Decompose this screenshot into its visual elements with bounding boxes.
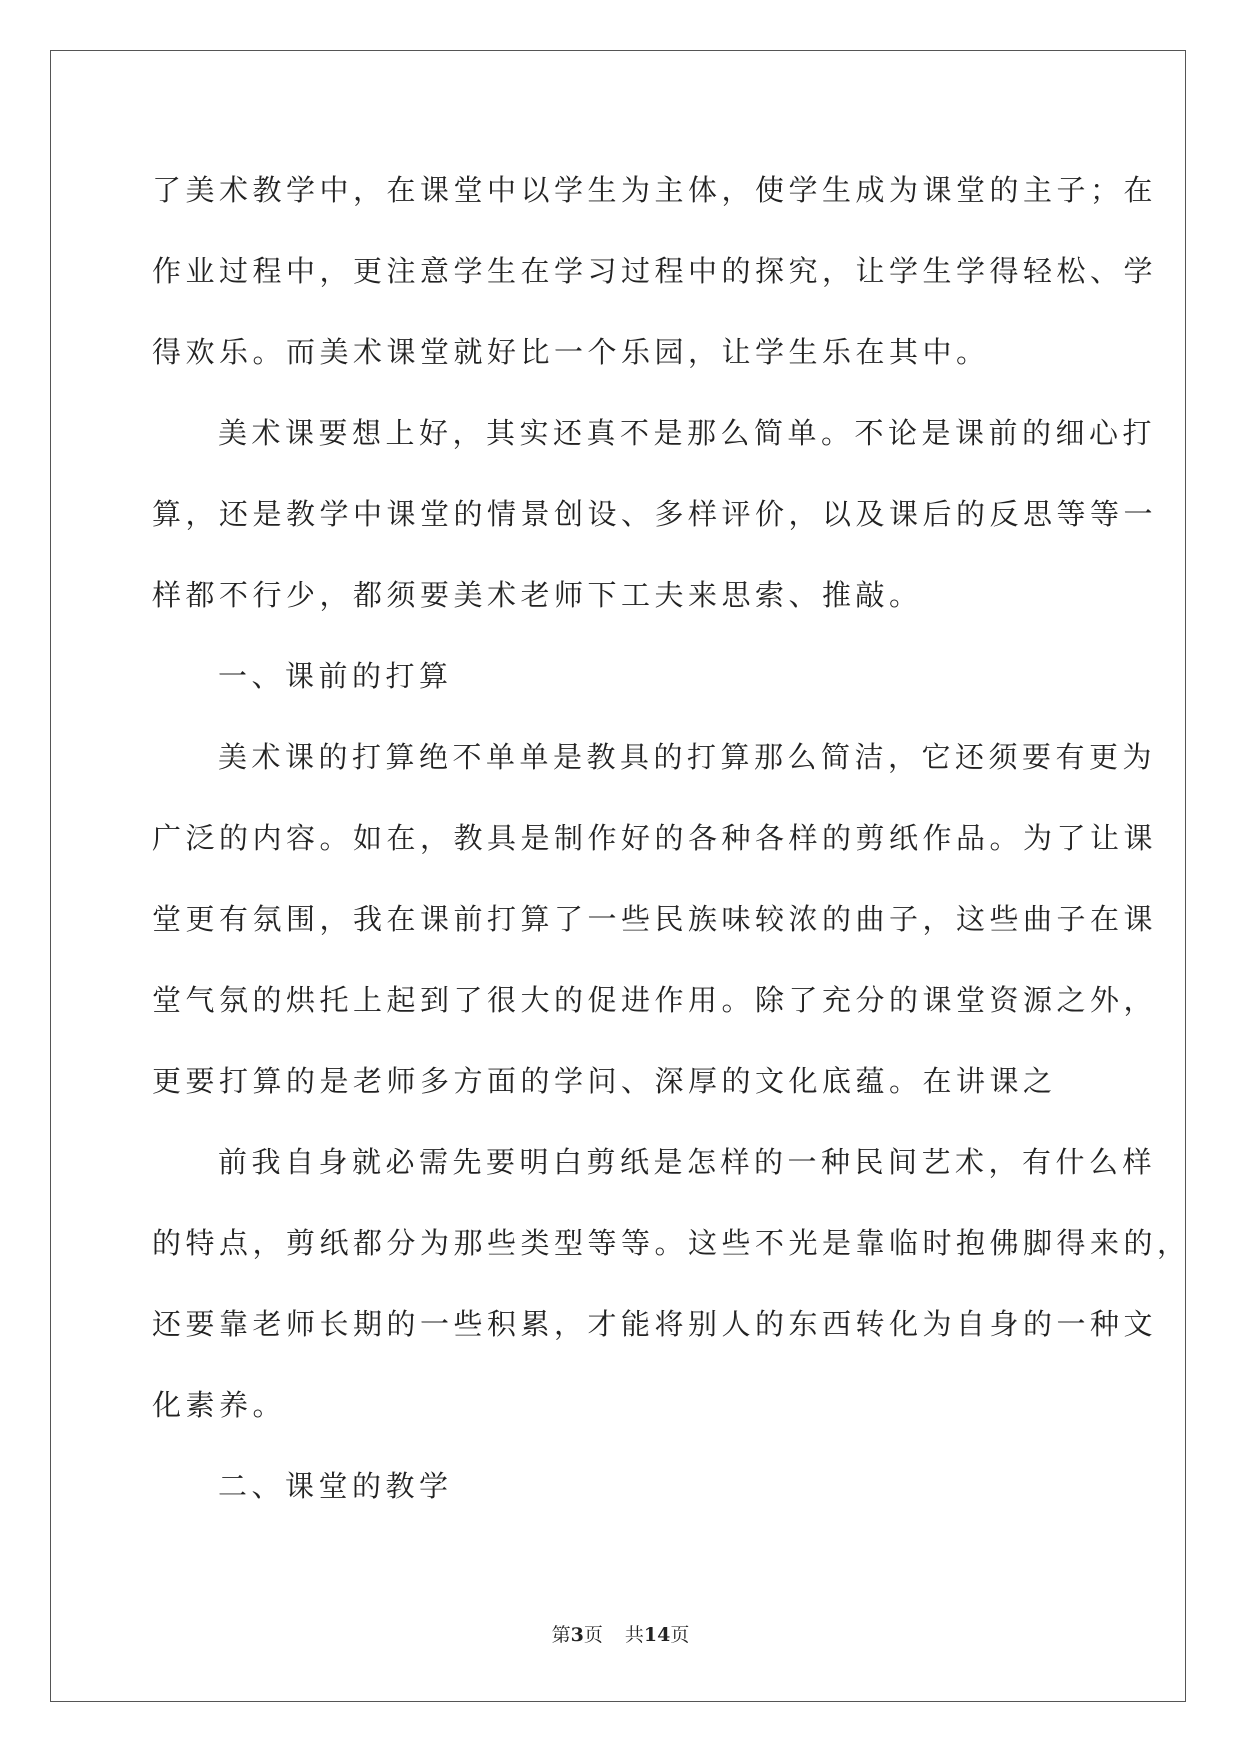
page-number: 3 <box>570 1624 584 1646</box>
text-line: 作业过程中，更注意学生在学习过程中的探究，让学生学得轻松、学 <box>152 254 1158 288</box>
text-line: 的特点，剪纸都分为那些类型等等。这些不光是靠临时抱佛脚得来的， <box>152 1226 1191 1260</box>
section-heading: 二、课堂的教学 <box>218 1469 453 1503</box>
document-body <box>152 166 1191 1543</box>
text-line: 更要打算的是老师多方面的学问、深厚的文化底蕴。在讲课之 <box>152 1064 1057 1098</box>
text-line: 算，还是教学中课堂的情景创设、多样评价，以及课后的反思等等一 <box>152 497 1158 531</box>
text-line: 堂更有氛围，我在课前打算了一些民族味较浓的曲子，这些曲子在课 <box>152 902 1158 936</box>
text-line: 样都不行少，都须要美术老师下工夫来思索、推敲。 <box>152 578 923 612</box>
total-suffix: 页 <box>670 1624 690 1646</box>
text-line: 堂气氛的烘托上起到了很大的促进作用。除了充分的课堂资源之外， <box>152 983 1158 1017</box>
text-line: 得欢乐。而美术课堂就好比一个乐园，让学生乐在其中。 <box>152 335 990 369</box>
text-line: 了美术教学中，在课堂中以学生为主体，使学生成为课堂的主子；在 <box>152 173 1158 207</box>
total-prefix: 共 <box>624 1624 644 1646</box>
paragraph-first-line: 前我自身就必需先要明白剪纸是怎样的一种民间艺术，有什么样 <box>218 1145 1157 1179</box>
page-suffix: 页 <box>583 1624 603 1646</box>
text-line: 化素养。 <box>152 1388 287 1422</box>
page-prefix: 第 <box>551 1624 571 1646</box>
section-heading: 一、课前的打算 <box>218 659 453 693</box>
total-pages: 14 <box>643 1624 671 1646</box>
paragraph-first-line: 美术课要想上好，其实还真不是那么简单。不论是课前的细心打 <box>218 416 1157 450</box>
text-line: 还要靠老师长期的一些积累，才能将别人的东西转化为自身的一种文 <box>152 1307 1158 1341</box>
page-footer <box>0 1620 1241 1647</box>
paragraph-first-line: 美术课的打算绝不单单是教具的打算那么简洁，它还须要有更为 <box>218 740 1157 774</box>
text-line: 广泛的内容。如在，教具是制作好的各种各样的剪纸作品。为了让课 <box>152 821 1158 855</box>
